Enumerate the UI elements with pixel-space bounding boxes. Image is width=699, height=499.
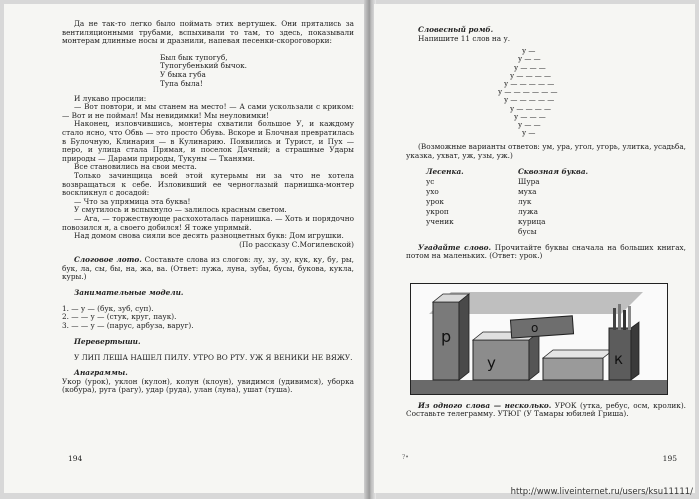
pencil bbox=[628, 306, 631, 330]
paragraph: Да не так-то легко было поймать этих вертушек. Они прятались за вентиляционными трубами, вспыхивали то там, то здесь, показывали монтерам длинные носы и дразнили, напевая песенки-скороговорки: bbox=[62, 19, 354, 46]
ladder-word: ухо bbox=[426, 186, 439, 196]
ladder-word: ус bbox=[426, 176, 435, 186]
book-letter: р bbox=[441, 326, 452, 346]
models-title: Занимательные модели. bbox=[74, 288, 184, 298]
right-book-side bbox=[631, 322, 639, 380]
list-item: 1. — у — (бук, зуб, суп). bbox=[62, 303, 154, 313]
diamond-row: у — bbox=[522, 47, 536, 56]
pencil bbox=[618, 304, 621, 330]
flat-book bbox=[543, 358, 603, 380]
diamond-row: у — — — bbox=[514, 63, 546, 72]
ladder-word: ученик bbox=[426, 216, 454, 226]
anagram-title: Анаграммы. bbox=[74, 368, 128, 378]
guess-text: Прочитайте буквы сначала на больших книгах, потом на маленьких. (Ответ: урок.) bbox=[406, 242, 686, 261]
diamond-row: у — — — — — bbox=[504, 96, 555, 105]
paragraph: — Вот повтори, и мы станем на место! — А сами ускользали с криком: — Вот и не поймал! Мы невидимки! Мы неуловимки! bbox=[62, 102, 354, 120]
paragraph: Над домом снова сияли все десять разноцветных букв: Дом игрушки. bbox=[74, 231, 344, 241]
ladder-header: Лесенка. bbox=[426, 166, 464, 176]
list-item: 3. — — у — (парус, арбуза, варуг). bbox=[62, 321, 194, 331]
diamond-row: у — — bbox=[518, 55, 541, 64]
romb-title: Словесный ромб. bbox=[418, 25, 494, 34]
pencil bbox=[613, 308, 616, 330]
ladder-word: укроп bbox=[426, 206, 449, 216]
verse-line: Тупа была! bbox=[160, 78, 203, 88]
diamond-row: у — bbox=[522, 129, 536, 138]
verse-line: У быка губа bbox=[160, 70, 206, 80]
romb-answers: (Возможные варианты ответов: ум, ура, угол, угорь, улитка, усадьба, указка, ухват, уж, узы, уж.) bbox=[406, 142, 686, 161]
diamond-row: у — — bbox=[518, 121, 541, 130]
lotto-text: Составьте слова из слогов: лу, зу, зу, кук, ку, бу, ры, бук, ла, сы, бы, на, жа, ва. (Ответ: лужа, луна, зубы, бусы, букова, куклa, куры.) bbox=[62, 255, 354, 282]
lotto-exercise bbox=[62, 256, 354, 282]
flip-text: У ЛИП ЛЕША НАШЕЛ ПИЛУ. УТРО ВО РТУ. УЖ Я ВЕНИКИ НЕ ВЯЖУ. bbox=[74, 352, 353, 362]
right-page bbox=[374, 4, 695, 493]
paragraph: — Ага, — торжествующе расхохоталась парнишка. — Хоть и порядочно повозился я, а своего добился! Я тоже упрямый. bbox=[62, 213, 354, 232]
models-list bbox=[62, 305, 354, 331]
through-header: Сквозная буква. bbox=[518, 166, 589, 176]
flat-book-top bbox=[543, 350, 613, 358]
books-drawing bbox=[411, 284, 667, 394]
paragraph: Только зачинщица всей этой кутерьмы ни за что не хотела возвращаться к себе. Изловивший ее черноглазый парнишка-монтер воскликнул с досадой: bbox=[62, 170, 354, 198]
book-letter: у bbox=[487, 353, 496, 372]
pencil bbox=[623, 310, 626, 330]
tongue-twister bbox=[160, 54, 354, 89]
books-illustration bbox=[410, 283, 668, 395]
one-word-title: Из одного слова — несколько. bbox=[418, 400, 552, 410]
romb-text: Напишите 11 слов на у. bbox=[418, 33, 511, 43]
through-word: лужа bbox=[518, 206, 538, 216]
word-diamond bbox=[498, 47, 686, 137]
tall-book-side bbox=[459, 294, 469, 380]
list-item: 2. — — у — (стук, круг, паук). bbox=[62, 312, 177, 322]
page-number: 195 bbox=[662, 454, 677, 463]
ladder-word: урок bbox=[426, 196, 444, 206]
book-letter: о bbox=[531, 320, 539, 335]
through-word: лук bbox=[518, 196, 532, 206]
diamond-row: у — — — — bbox=[510, 104, 552, 113]
one-word-exercise bbox=[406, 402, 686, 419]
diamond-row: у — — — bbox=[514, 112, 546, 121]
paragraph: У смутилось и вспыхнуло — залилось красным светом. bbox=[74, 205, 287, 215]
ladder-table bbox=[426, 167, 588, 237]
footer-mark: ?• bbox=[402, 454, 409, 461]
watermark-url[interactable]: http://www.liveinternet.ru/users/ksu11111/ bbox=[510, 487, 693, 497]
verse-line: Тупогубенький бычок. bbox=[160, 61, 247, 71]
guess-title: Угадайте слово. bbox=[418, 242, 492, 252]
paragraph: И лукаво просили: bbox=[74, 93, 147, 103]
guess-exercise bbox=[406, 244, 686, 261]
left-text-column bbox=[62, 20, 354, 395]
one-word-text: УРОК (утка, ребус, осм, кролик). Составьте телеграмму. УТЮГ (У Тамары юбилей Гриша). bbox=[406, 400, 686, 419]
book-letter: к bbox=[614, 349, 624, 368]
verse-line: Был бык тупогуб, bbox=[160, 52, 228, 62]
diamond-row: у — — — — bbox=[510, 71, 552, 80]
paragraph: — Что за упрямица эта буква! bbox=[74, 196, 191, 206]
diamond-row: у — — — — — — bbox=[498, 88, 558, 97]
through-word: курица bbox=[518, 216, 546, 226]
left-page bbox=[4, 4, 366, 493]
right-text-column bbox=[406, 26, 686, 419]
anagram-text: Укор (урок), уклон (кулон), колун (клоун), увидимся (удивимся), уборка (кобура), руга (рагу), удар (руда), улан (луна), ушат (туша). bbox=[62, 376, 354, 395]
page-number: 194 bbox=[68, 454, 83, 463]
shelf bbox=[411, 380, 667, 394]
diamond-row: у — — — — — bbox=[504, 80, 555, 88]
through-word: Шура bbox=[518, 176, 540, 186]
slanted-book bbox=[510, 316, 573, 338]
middle-book bbox=[473, 340, 529, 380]
through-word: бусы bbox=[518, 226, 537, 236]
through-word: муха bbox=[518, 186, 537, 196]
paragraph: Наконец, изловчившись, монтеры схватили большое У, и каждому стало ясно, что Обвь — это просто Обувь. Вскоре и Блочная превратилась в Булочную, Клинария — в Кулинарию. Появились и Турист, и Пух — перо, и улица стала Прямая, и поселок Дачный; а страшные Удары природы — Дарами природы, Тукуны — Тканями. bbox=[62, 119, 354, 163]
paragraph: Все становились на свои места. bbox=[74, 162, 197, 172]
middle-book-side bbox=[529, 332, 539, 380]
source-credit: (По рассказу С.Могилевской) bbox=[239, 239, 354, 249]
flip-title: Перевертыши. bbox=[74, 337, 141, 347]
lotto-title: Слоговое лото. bbox=[74, 255, 142, 265]
